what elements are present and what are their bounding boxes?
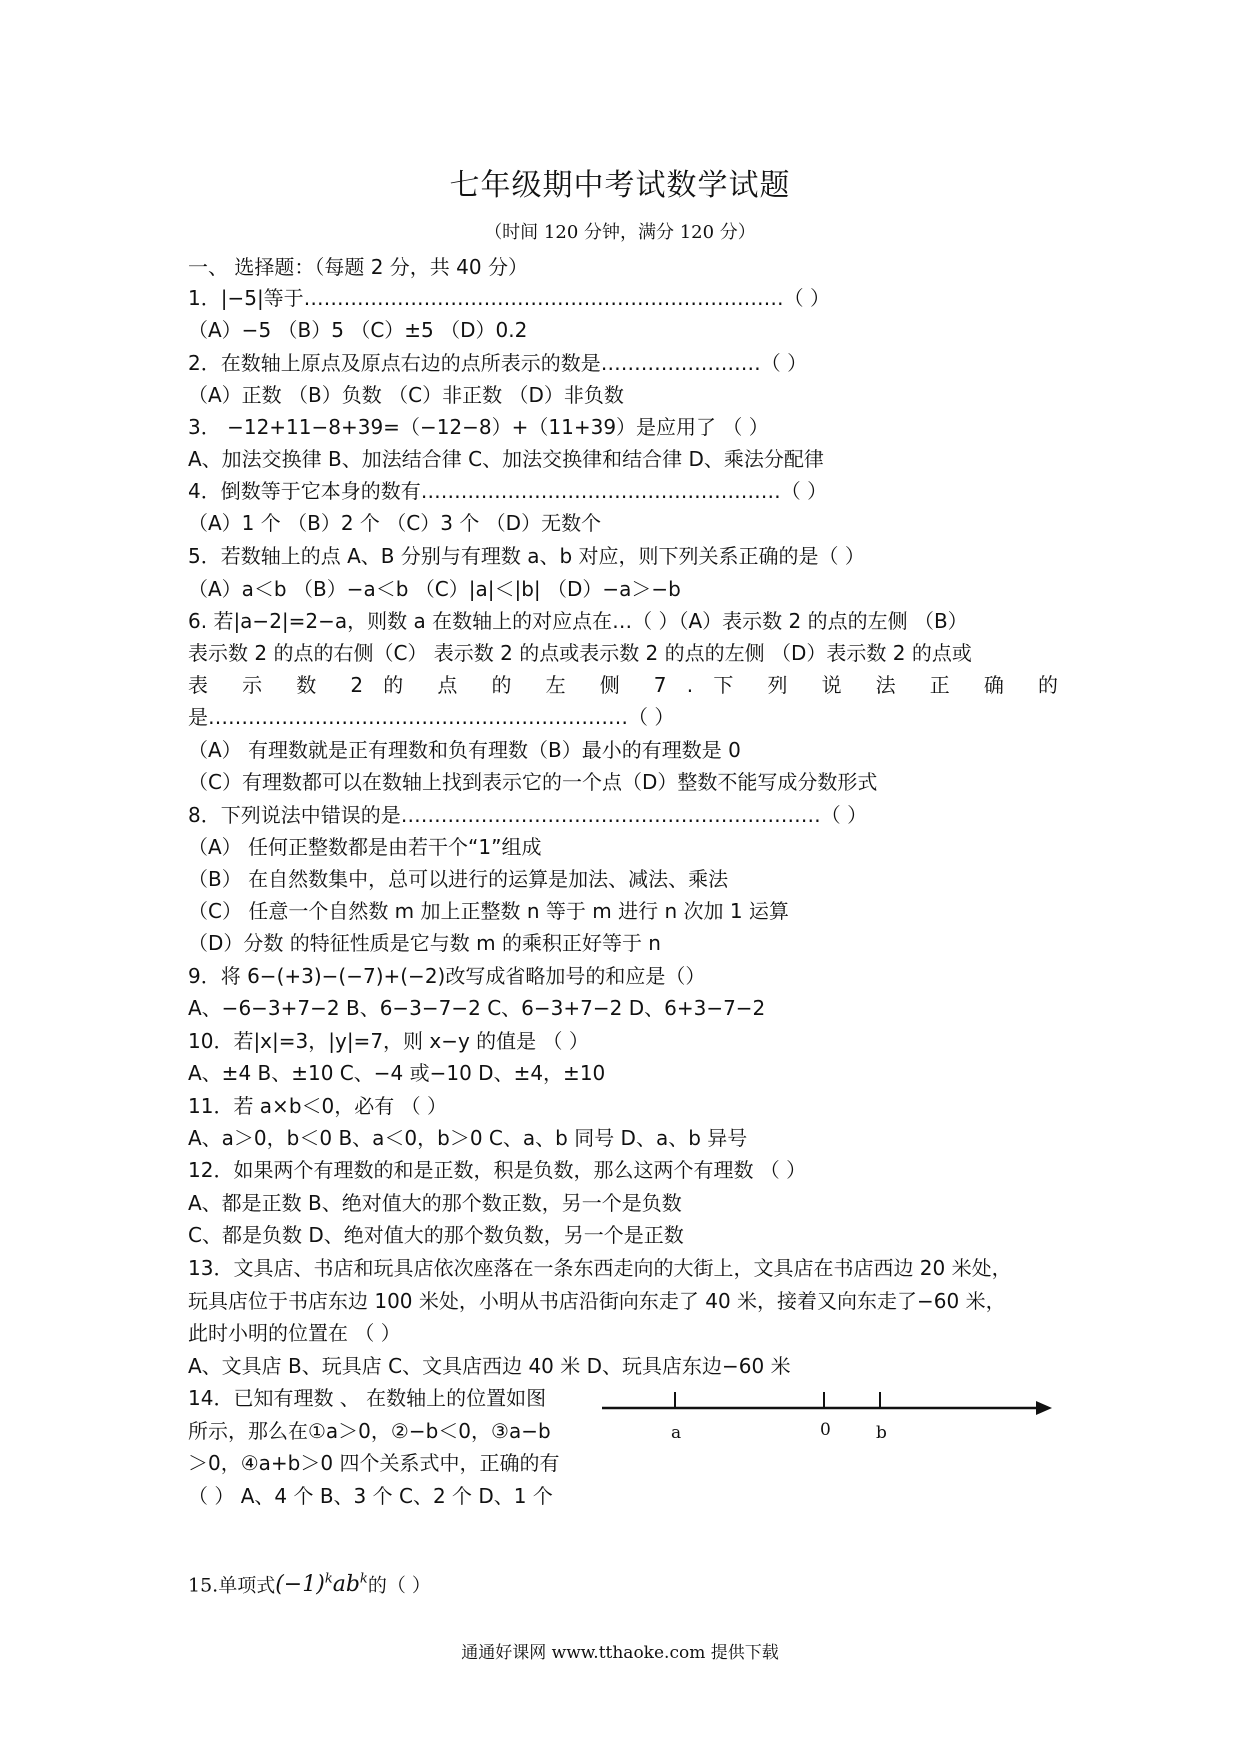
answer-options: （A） 任何正整数都是由若干个“1”组成 [188, 835, 542, 859]
answer-options: （A）正数 （B）负数 （C）非正数 （D）非负数 [188, 383, 624, 407]
answer-options: A、a＞0，b＜0 B、a＜0，b＞0 C、a、b 同号 D、a、b 异号 [188, 1126, 748, 1150]
label-zero: 0 [820, 1420, 831, 1440]
answer-options: （A）−5 （B）5 （C）±5 （D）0.2 [188, 318, 528, 342]
answer-options: （A）1 个 （B）2 个 （C）3 个 （D）无数个 [188, 511, 602, 535]
answer-options: （C）有理数都可以在数轴上找到表示它的一个点（D）整数不能写成分数形式 [188, 770, 878, 794]
answer-options: （B） 在自然数集中，总可以进行的运算是加法、减法、乘法 [188, 867, 729, 891]
answer-options: A、都是正数 B、绝对值大的那个数正数，另一个是负数 [188, 1191, 682, 1215]
question-line: 表 示 数 2 的 点 的 左 侧 7 . 下 列 说 法 正 确 的 [188, 673, 1058, 697]
answer-options: A、±4 B、±10 C、−4 或−10 D、±4，±10 [188, 1061, 606, 1085]
question-line: 9．将 6−(+3)−(−7)+(−2)改写成省略加号的和应是（） [188, 964, 706, 988]
footer-credit: 通通好课网 www.tthaoke.com 提供下载 [461, 1643, 779, 1663]
question-line: 所示，那么在①a＞0，②−b＜0，③a−b [188, 1419, 551, 1443]
answer-options: （A）a＜b （B）−a＜b （C）|a|＜|b| （D）−a＞−b [188, 577, 681, 601]
question-line: 此时小明的位置在 （ ） [188, 1321, 401, 1345]
question-line: 6. 若|a−2|=2−a，则数 a 在数轴上的对应点在…（ ）（A）表示数 2 的点的左侧 （B） [188, 609, 968, 633]
question-line: 5．若数轴上的点 A、B 分别与有理数 a、b 对应，则下列关系正确的是（ ） [188, 544, 865, 568]
page-title: 七年级期中考试数学试题 [449, 168, 791, 203]
question-line: 3． −12+11−8+39=（−12−8）+（11+39）是应用了 （ ） [188, 415, 769, 439]
question-line: 14．已知有理数 、 在数轴上的位置如图 [188, 1386, 547, 1410]
question-line: 玩具店位于书店东边 100 米处，小明从书店沿街向东走了 40 米，接着又向东走了−60 米， [188, 1289, 1006, 1313]
answer-options: A、文具店 B、玩具店 C、文具店西边 40 米 D、玩具店东边−60 米 [188, 1354, 791, 1378]
question-line: 8．下列说法中错误的是………………………………………………………（ ） [188, 803, 868, 827]
label-b: b [876, 1423, 887, 1443]
arrow-right-icon [1036, 1401, 1052, 1415]
section-heading: 一、 选择题：（每题 2 分，共 40 分） [188, 255, 528, 279]
label-a: a [671, 1423, 682, 1443]
q15-suffix: 的（ ） [367, 1574, 431, 1597]
answer-options: C、都是负数 D、绝对值大的那个数负数，另一个是正数 [188, 1223, 684, 1247]
question-line: 4．倒数等于它本身的数有………………………………………………（ ） [188, 479, 828, 503]
question-line: 12．如果两个有理数的和是正数，积是负数，那么这两个有理数 （ ） [188, 1158, 807, 1182]
answer-options: （D）分数 的特征性质是它与数 m 的乘积正好等于 n [188, 931, 661, 955]
answer-options: （C） 任意一个自然数 m 加上正整数 n 等于 m 进行 n 次加 1 运算 [188, 899, 789, 923]
question-15 [188, 1567, 431, 1598]
q15-prefix: 15.单项式 [188, 1574, 276, 1597]
question-line: 13．文具店、书店和玩具店依次座落在一条东西走向的大街上，文具店在书店西边 20 米处， [188, 1256, 1012, 1280]
answer-options: A、−6−3+7−2 B、6−3−7−2 C、6−3+7−2 D、6+3−7−2 [188, 996, 766, 1020]
answer-options: （A） 有理数就是正有理数和负有理数（B）最小的有理数是 0 [188, 738, 741, 762]
question-line: 10．若|x|=3，|y|=7，则 x−y 的值是 （ ） [188, 1029, 589, 1053]
question-line: 表示数 2 的点的右侧（C） 表示数 2 的点或表示数 2 的点的左侧 （D）表示数 2 的点或 [188, 641, 972, 665]
question-line: 2．在数轴上原点及原点右边的点所表示的数是……………………（ ） [188, 351, 808, 375]
answer-options: A、加法交换律 B、加法结合律 C、加法交换律和结合律 D、乘法分配律 [188, 447, 824, 471]
question-line: ＞0，④a+b＞0 四个关系式中，正确的有 [188, 1451, 560, 1475]
number-line-figure [600, 1388, 1060, 1458]
question-line: 1．|−5|等于………………………………………………………………（ ） [188, 286, 831, 310]
answer-options: （ ） A、4 个 B、3 个 C、2 个 D、1 个 [188, 1484, 553, 1508]
question-line: 11．若 a×b＜0，必有 （ ） [188, 1094, 447, 1118]
monomial-coefficient: $(-1)^kab^k$ [275, 1572, 368, 1598]
exam-info: （时间 120 分钟，满分 120 分） [484, 222, 756, 243]
question-line: 是………………………………………………………（ ） [188, 705, 675, 729]
